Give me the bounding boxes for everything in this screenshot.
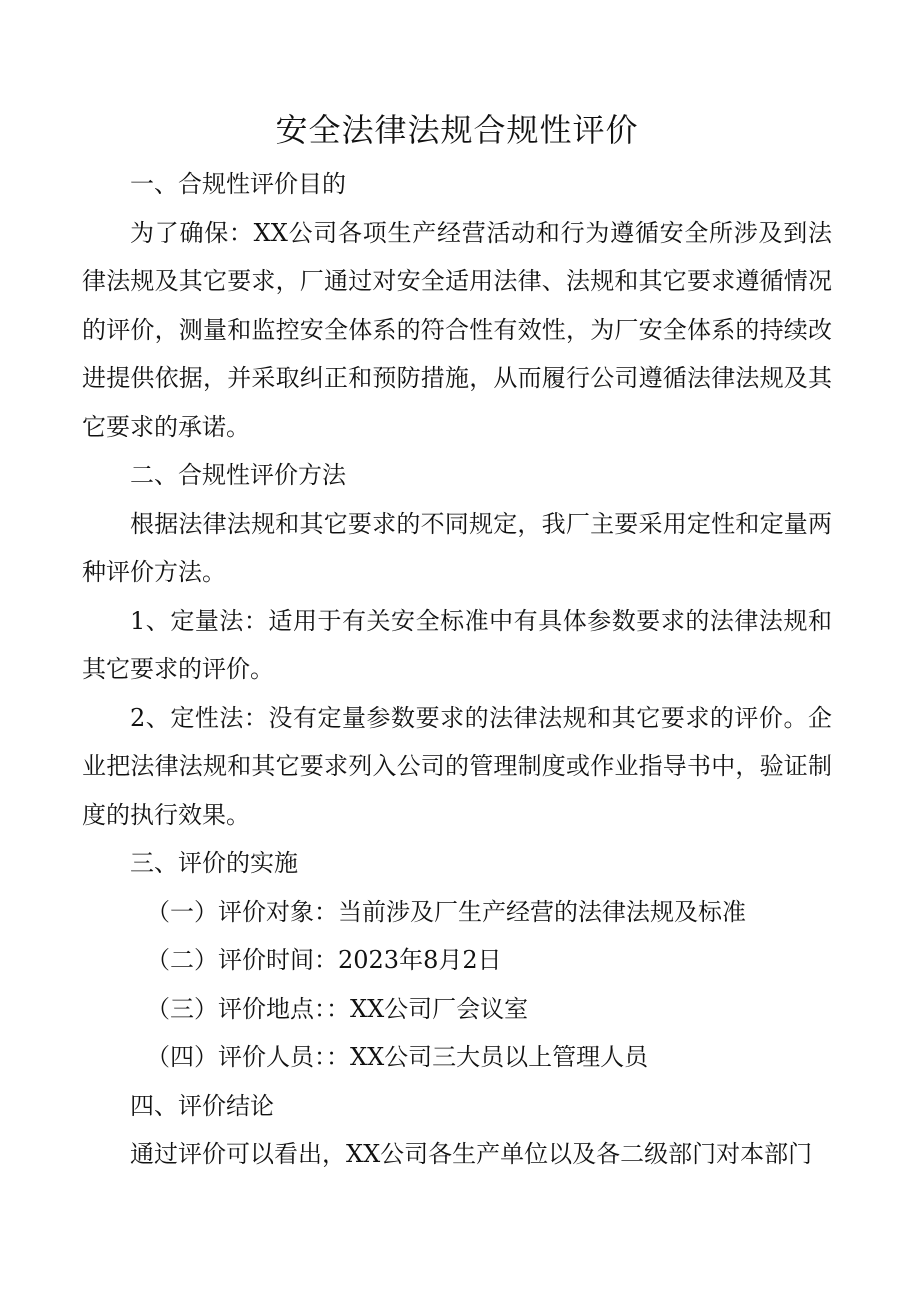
document-title: 安全法律法规合规性评价 — [275, 111, 639, 149]
implementation-item-location: （三）评价地点：：XX公司厂会议室 — [146, 994, 529, 1023]
document-body — [82, 160, 832, 1179]
paragraph-conclusion: 通过评价可以看出，XX公司各生产单位以及各二级部门对本部门 — [130, 1140, 813, 1168]
implementation-item-object: （一）评价对象：当前涉及厂生产经营的法律法规及标准 — [146, 897, 746, 926]
implementation-item-time: （二）评价时间：2023年8月2日 — [146, 946, 502, 974]
implementation-item-personnel: （四）评价人员：：XX公司三大员以上管理人员 — [146, 1043, 649, 1071]
paragraph-qualitative-method: 2、定性法：没有定量参数要求的法律法规和其它要求的评价。企业把法律法规和其它要求列入公司的管理制度或作业指导书中，验证制度的执行效果。 — [82, 703, 832, 829]
section-heading-conclusion: 四、评价结论 — [130, 1091, 274, 1120]
section-heading-purpose: 一、合规性评价目的 — [130, 170, 346, 198]
section-heading-implementation: 三、评价的实施 — [130, 849, 298, 877]
paragraph-purpose: 为了确保：XX公司各项生产经营活动和行为遵循安全所涉及到法律法规及其它要求，厂通过对安全适用法律、法规和其它要求遵循情况的评价，测量和监控安全体系的符合性有效性，为厂安全体系的持续改进提供依据，并采取纠正和预防措施，从而履行公司遵循法律法规及其它要求的承诺。 — [82, 218, 832, 441]
paragraph-quantitative-method: 1、定量法：适用于有关安全标准中有具体参数要求的法律法规和其它要求的评价。 — [82, 606, 832, 683]
section-heading-method: 二、合规性评价方法 — [130, 461, 346, 489]
paragraph-method-intro: 根据法律法规和其它要求的不同规定，我厂主要采用定性和定量两种评价方法。 — [82, 509, 832, 586]
